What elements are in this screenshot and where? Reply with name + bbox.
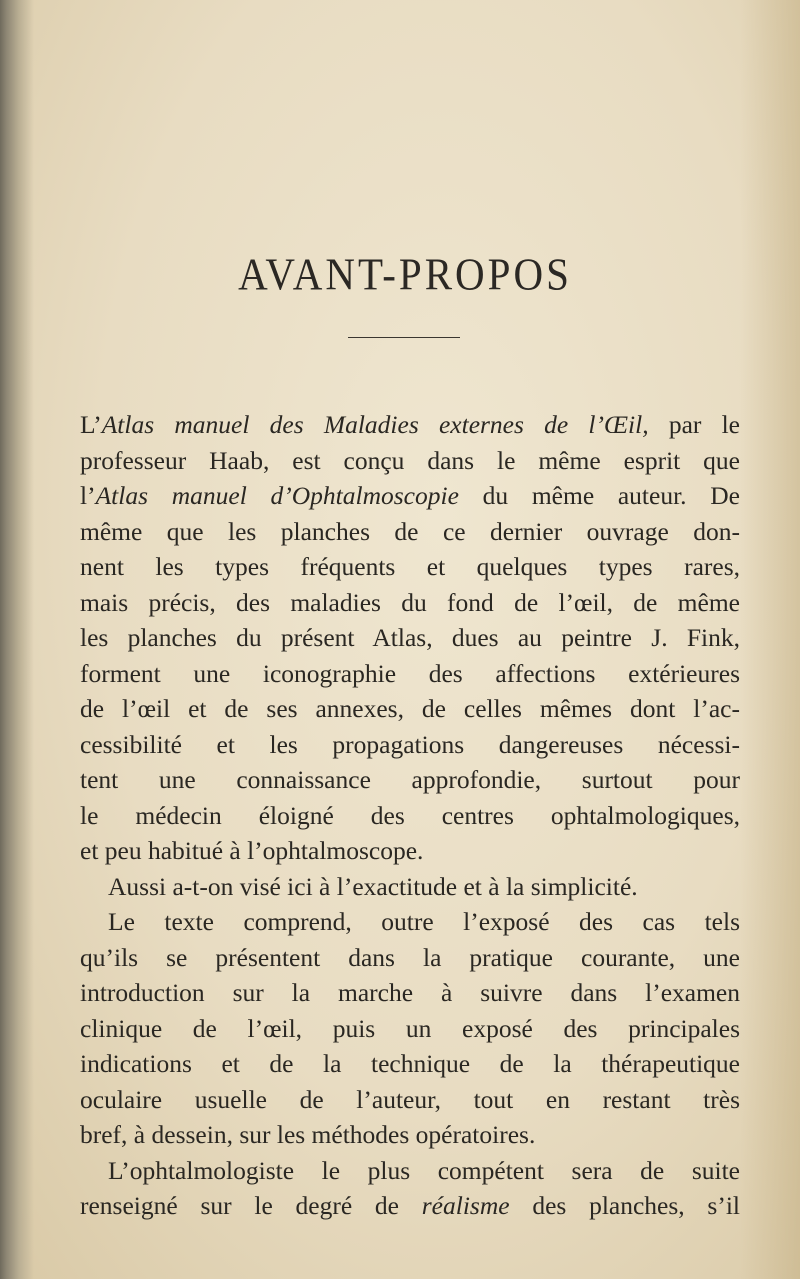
text-line <box>80 904 740 940</box>
text-segment: tent une connaissance approfondie, surtout pour <box>80 765 740 794</box>
text-segment: introduction sur la marche à suivre dans l’examen <box>80 978 740 1007</box>
paragraph <box>80 869 740 905</box>
paragraph <box>80 407 740 869</box>
title-divider <box>348 337 460 338</box>
italic-text: Atlas manuel d’Ophtalmoscopie <box>95 481 459 510</box>
text-line <box>80 1011 740 1047</box>
text-line <box>80 478 740 514</box>
text-segment: indications et de la technique de la thérapeutique <box>80 1049 740 1078</box>
text-segment: nent les types fréquents et quelques types rares, <box>80 552 740 581</box>
text-line <box>80 762 740 798</box>
text-line <box>80 869 740 905</box>
text-line <box>80 798 740 834</box>
paragraph <box>80 1153 740 1224</box>
text-line <box>80 514 740 550</box>
text-segment: par le <box>648 410 740 439</box>
text-line <box>80 443 740 479</box>
text-segment: Aussi a-t-on visé ici à l’exactitude et à la simplicité. <box>108 871 638 901</box>
text-line <box>80 549 740 585</box>
text-line <box>80 585 740 621</box>
text-line <box>80 833 740 869</box>
text-segment: clinique de l’œil, puis un exposé des principales <box>80 1013 740 1043</box>
text-segment: bref, à dessein, sur les méthodes opératoires. <box>80 1120 536 1149</box>
text-line <box>80 691 740 727</box>
text-segment: Le texte comprend, outre l’exposé des cas tels <box>108 907 740 936</box>
text-segment: de l’œil et de ses annexes, de celles mêmes dont l’ac- <box>80 694 740 723</box>
text-segment: oculaire usuelle de l’auteur, tout en restant très <box>80 1084 740 1114</box>
page-title: AVANT-PROPOS <box>238 248 572 300</box>
text-segment: des planches, s’il <box>509 1191 741 1220</box>
page-edge-discoloration <box>740 0 800 1279</box>
text-segment: renseigné sur le degré de <box>80 1191 422 1220</box>
text-segment: L’ <box>80 410 102 439</box>
text-line <box>80 407 740 443</box>
text-line <box>80 1117 740 1153</box>
text-segment: mais précis, des maladies du fond de l’œil, de même <box>80 587 740 617</box>
text-line <box>80 656 740 692</box>
body-text <box>80 407 740 1224</box>
text-line <box>80 727 740 763</box>
text-line <box>80 1046 740 1082</box>
text-segment: forment une iconographie des affections extérieures <box>80 658 740 688</box>
text-segment: cessibilité et les propagations dangereuses nécessi- <box>80 729 740 759</box>
page-binding-shadow <box>0 0 34 1279</box>
text-line <box>80 1153 740 1189</box>
text-line <box>80 940 740 976</box>
text-segment: les planches du présent Atlas, dues au peintre J. Fink, <box>80 623 740 652</box>
text-line <box>80 1188 740 1224</box>
paragraph <box>80 904 740 1153</box>
italic-text: réalisme <box>421 1191 510 1220</box>
text-line <box>80 975 740 1011</box>
text-line <box>80 1082 740 1118</box>
italic-text: Atlas manuel des Maladies externes de l’Œil, <box>101 410 649 439</box>
text-segment: et peu habitué à l’ophtalmoscope. <box>80 836 424 865</box>
text-segment: qu’ils se présentent dans la pratique courante, une <box>80 942 740 972</box>
text-line <box>80 620 740 656</box>
text-segment: L’ophtalmologiste le plus compétent sera de suite <box>108 1155 740 1185</box>
text-segment: l’ <box>80 481 96 510</box>
text-segment: du même auteur. De <box>458 481 740 510</box>
text-segment: le médecin éloigné des centres ophtalmologiques, <box>80 800 740 830</box>
text-segment: même que les planches de ce dernier ouvrage don- <box>80 516 740 546</box>
text-segment: professeur Haab, est conçu dans le même esprit que <box>80 445 740 475</box>
